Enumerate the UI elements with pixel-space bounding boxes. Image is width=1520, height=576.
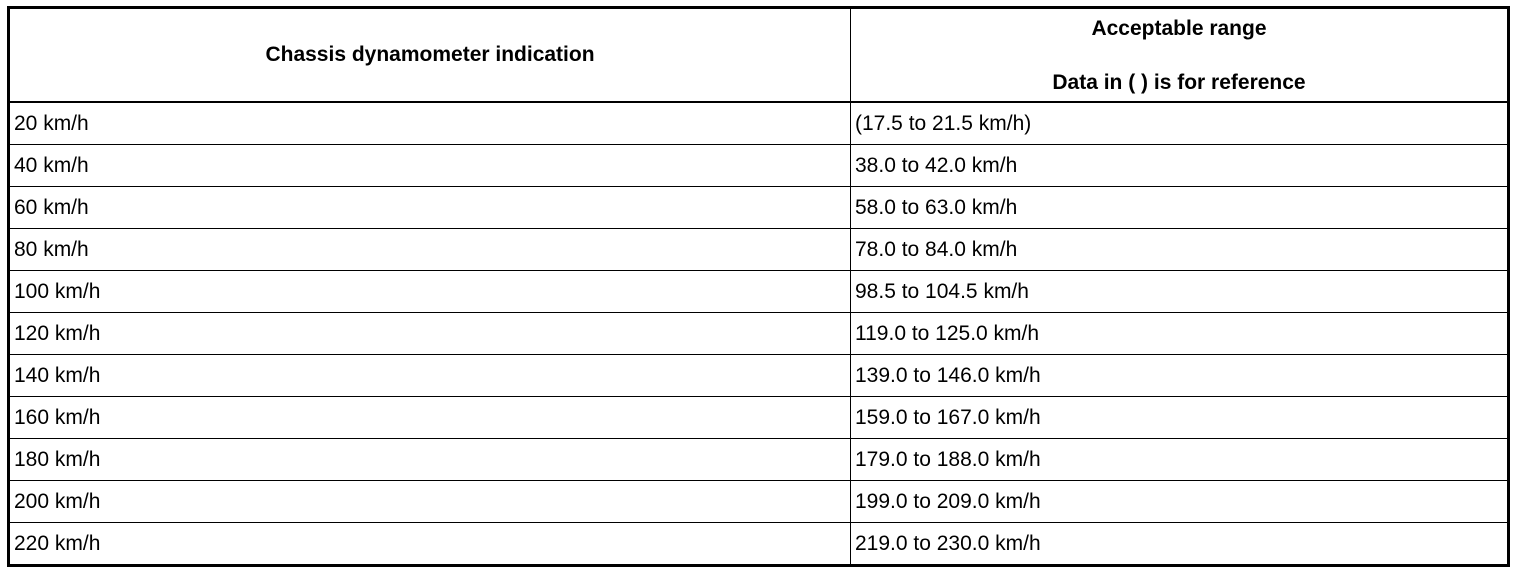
header-chassis-dynamometer-indication: Chassis dynamometer indication: [9, 8, 851, 103]
table-row: [9, 397, 1509, 439]
indication-cell: 20 km/h: [9, 102, 851, 145]
table-row: [9, 187, 1509, 229]
indication-cell: 80 km/h: [9, 229, 851, 271]
range-cell: 219.0 to 230.0 km/h: [851, 523, 1509, 566]
range-cell: 98.5 to 104.5 km/h: [851, 271, 1509, 313]
indication-cell: 200 km/h: [9, 481, 851, 523]
indication-cell: 100 km/h: [9, 271, 851, 313]
table-row: [9, 523, 1509, 566]
indication-cell: 60 km/h: [9, 187, 851, 229]
header-row: [9, 8, 1509, 103]
range-cell: 38.0 to 42.0 km/h: [851, 145, 1509, 187]
range-cell: 159.0 to 167.0 km/h: [851, 397, 1509, 439]
range-cell: 199.0 to 209.0 km/h: [851, 481, 1509, 523]
speedometer-spec-table: [7, 6, 1510, 567]
table-row: [9, 102, 1509, 145]
range-cell: (17.5 to 21.5 km/h): [851, 102, 1509, 145]
table-row: [9, 439, 1509, 481]
indication-cell: 180 km/h: [9, 439, 851, 481]
table-body: [9, 102, 1509, 566]
table-row: [9, 229, 1509, 271]
range-cell: 139.0 to 146.0 km/h: [851, 355, 1509, 397]
table-row: [9, 313, 1509, 355]
indication-cell: 160 km/h: [9, 397, 851, 439]
range-cell: 78.0 to 84.0 km/h: [851, 229, 1509, 271]
header-acceptable-range: [851, 8, 1509, 103]
indication-cell: 140 km/h: [9, 355, 851, 397]
indication-cell: 120 km/h: [9, 313, 851, 355]
table-row: [9, 145, 1509, 187]
range-cell: 119.0 to 125.0 km/h: [851, 313, 1509, 355]
table-header: [9, 8, 1509, 103]
table-row: [9, 355, 1509, 397]
indication-cell: 220 km/h: [9, 523, 851, 566]
table-row: [9, 481, 1509, 523]
range-cell: 58.0 to 63.0 km/h: [851, 187, 1509, 229]
table-row: [9, 271, 1509, 313]
header-acceptable-range-title: Acceptable range: [1091, 16, 1267, 40]
range-cell: 179.0 to 188.0 km/h: [851, 439, 1509, 481]
header-reference-note: Data in ( ) is for reference: [1052, 70, 1306, 94]
indication-cell: 40 km/h: [9, 145, 851, 187]
